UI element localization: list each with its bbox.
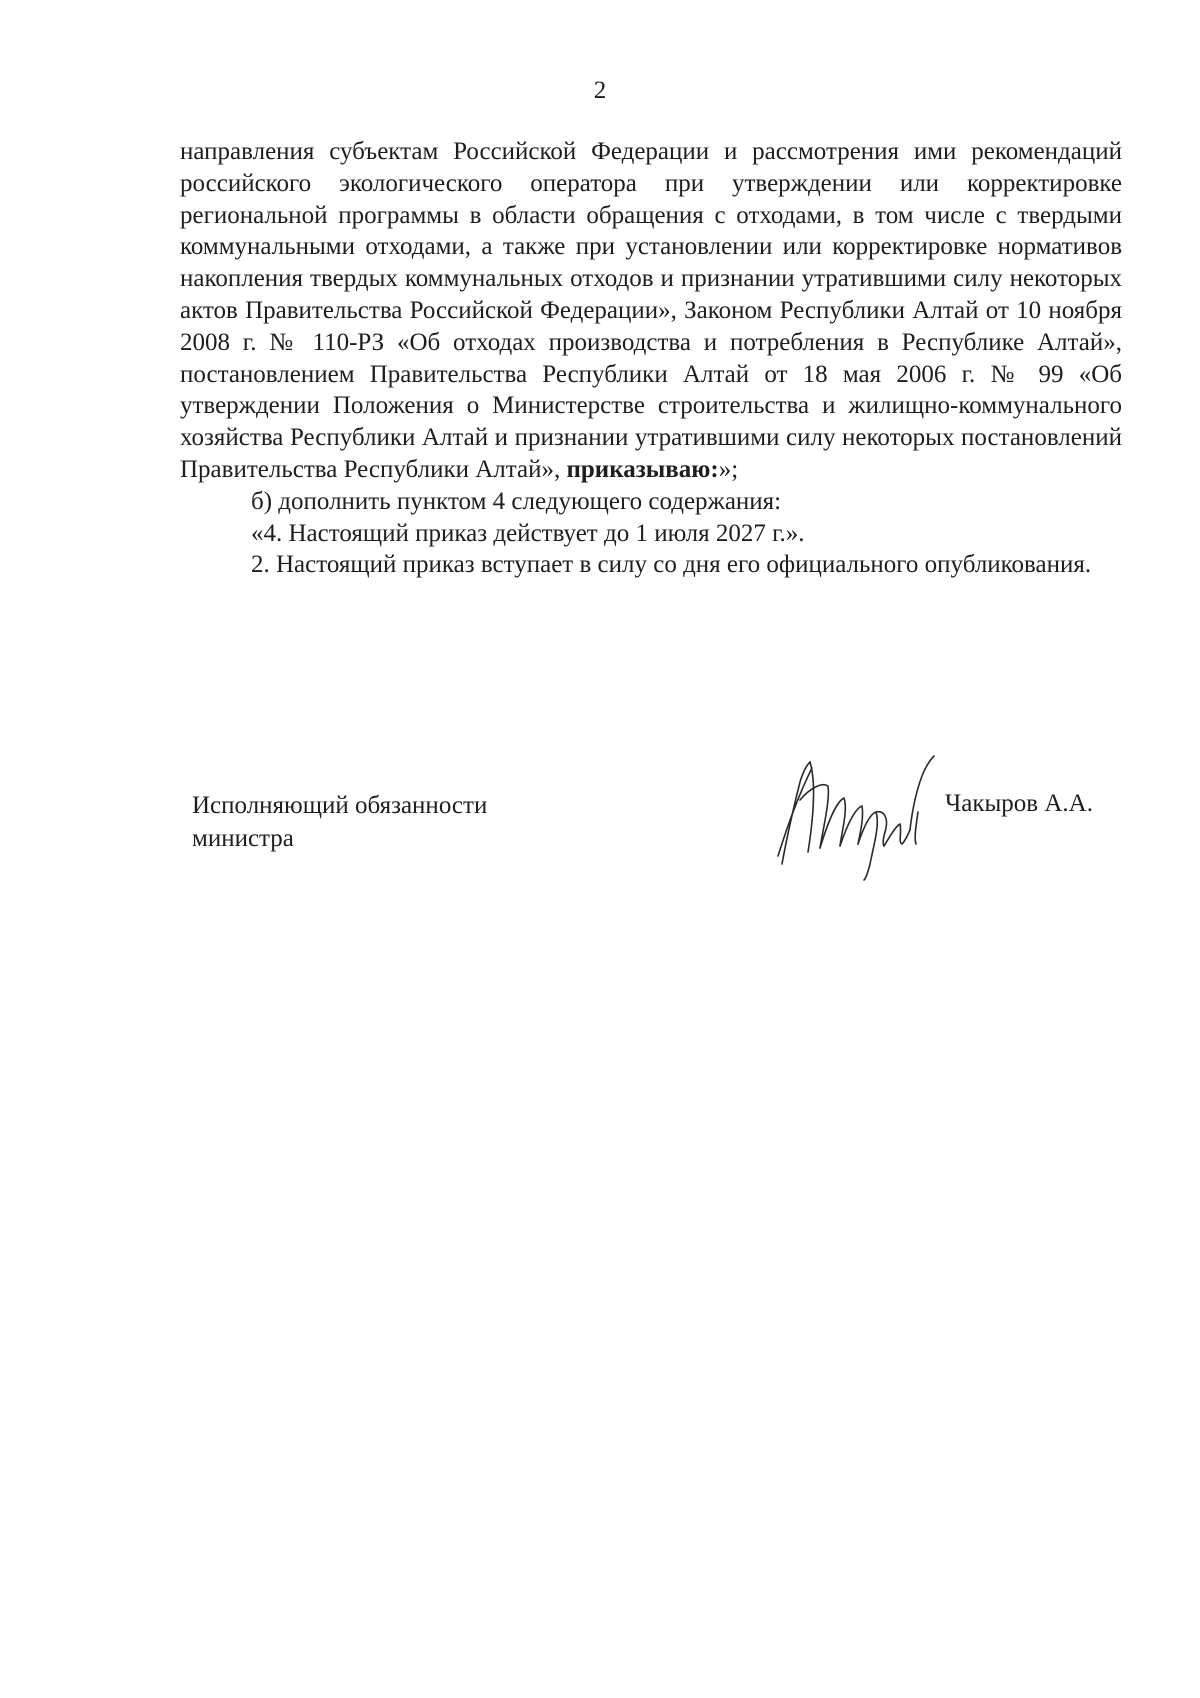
- preamble-tail: »;: [718, 455, 739, 483]
- document-body: [180, 136, 1122, 581]
- paragraph-amendment-b: б) дополнить пунктом 4 следующего содержания:: [251, 487, 782, 515]
- paragraph-preamble: [180, 136, 1122, 486]
- handwritten-signature-icon: [770, 752, 940, 882]
- paragraph-point-2: 2. Настоящий приказ вступает в силу со дня его официального опубликования.: [251, 551, 1092, 579]
- signatory-position: [192, 789, 487, 855]
- paragraph-new-point-4: «4. Настоящий приказ действует до 1 июля 2027 г.».: [251, 519, 805, 547]
- page-number: 2: [593, 77, 607, 104]
- preamble-text: направления субъектам Российской Федерации и рассмотрения ими рекомендаций российского экологического оператора при утверждении или корректировке региональной программы в области обращения с отходами, в том числе с твердыми коммунальными отходами, а также при установлении или корректировке нормативов накопления твердых коммунальных отходов и признании утратившими силу некоторых актов Правительства Российской Федерации», Законом Республики Алтай от 10 ноября 2008 г. № 110-РЗ «Об отходах производства и потребления в Республике Алтай», постановлением Правительства Республики Алтай от 18 мая 2006 г. № 99 «Об утверждении Положения о Министерстве строительства и жилищно-коммунального хозяйства Республики Алтай и признании утратившими силу некоторых постановлений Правительства Республики Алтай»,: [180, 138, 1122, 483]
- order-keyword: приказываю:: [566, 455, 719, 483]
- position-line-1: Исполняющий обязанности: [192, 792, 488, 819]
- signatory-name: Чакыров А.А.: [945, 790, 1093, 817]
- position-line-2: министра: [192, 825, 294, 852]
